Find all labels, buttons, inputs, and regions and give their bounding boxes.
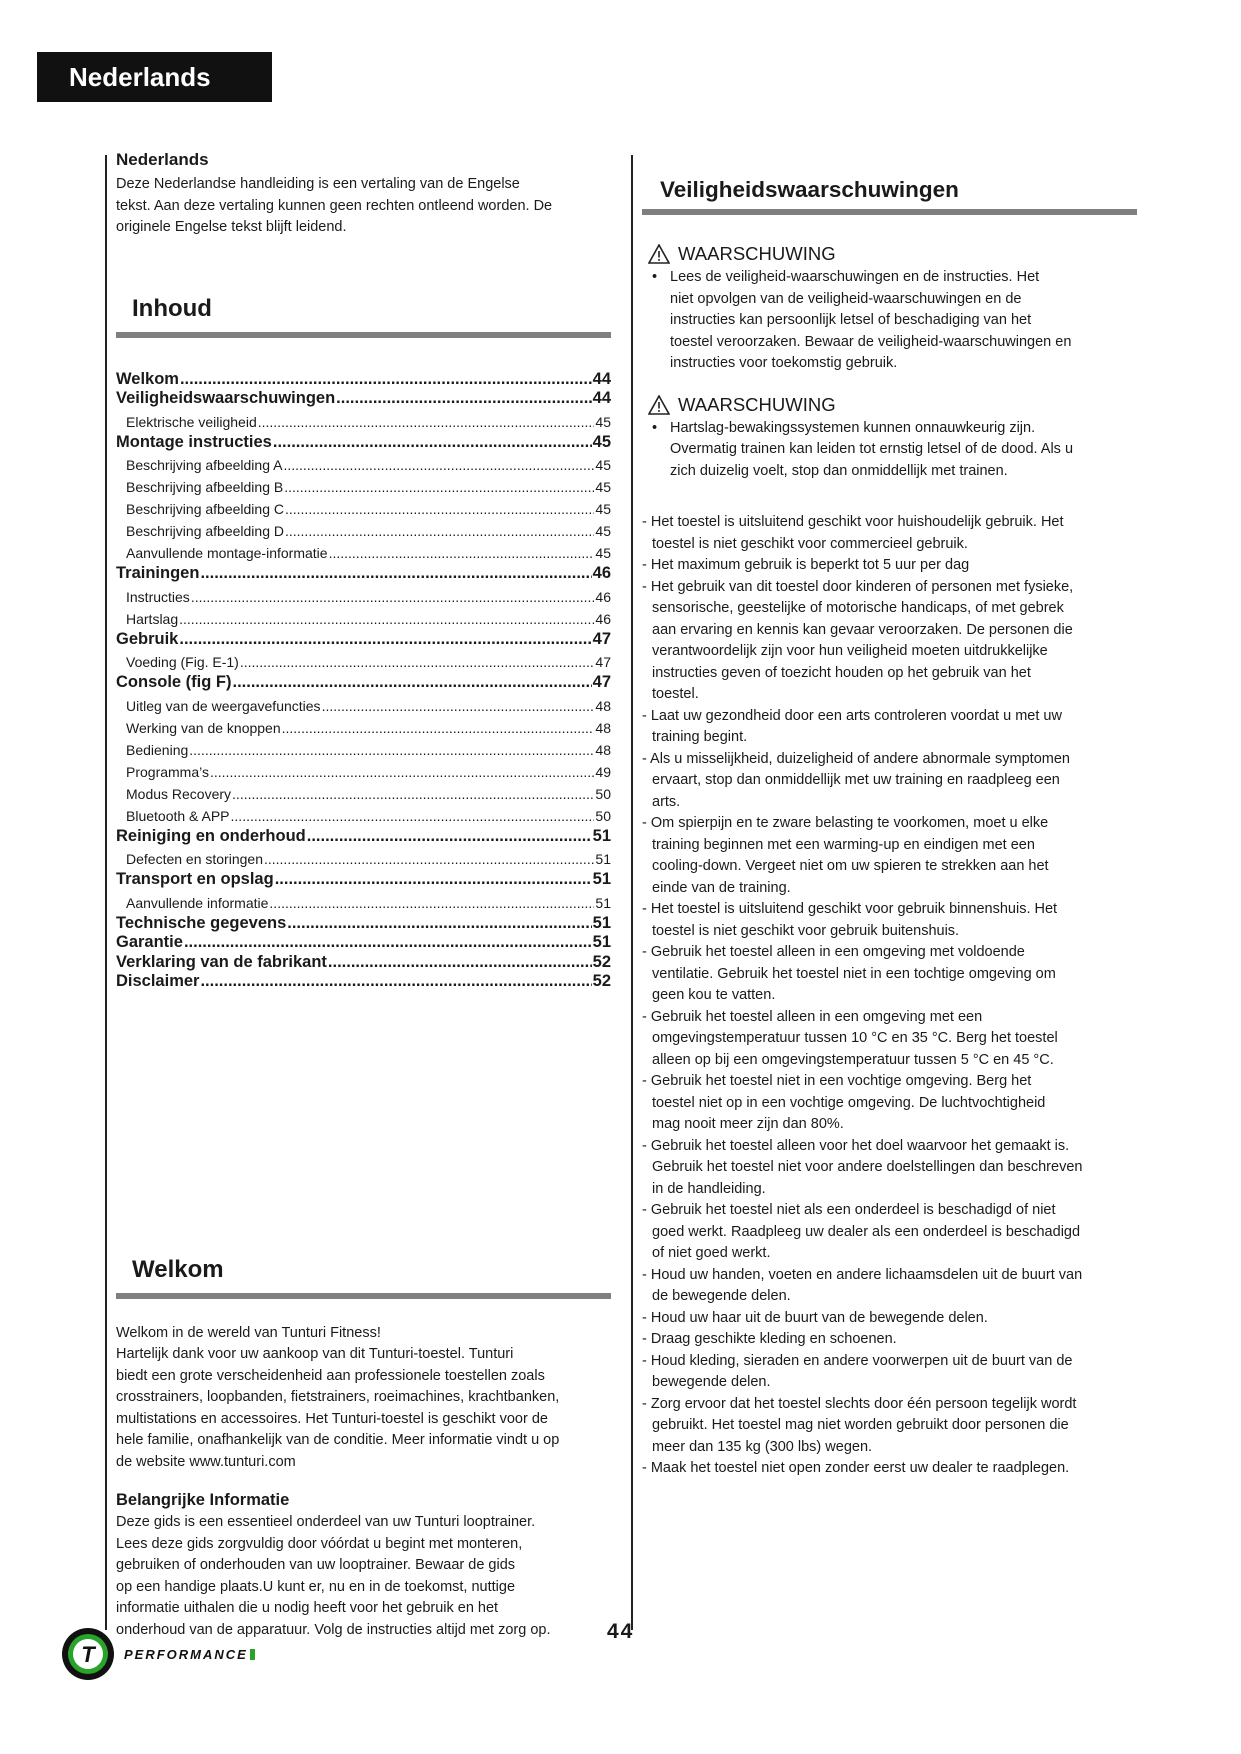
toc-entry — [116, 827, 611, 847]
safety-item-line: - Houd uw handen, voeten en andere lichaamsdelen uit de buurt van — [642, 1266, 1083, 1283]
toc-entry — [116, 673, 611, 693]
safety-title: Veiligheidswaarschuwingen — [660, 177, 959, 202]
toc-leader-dots — [284, 476, 594, 498]
toc-entry-label: Elektrische veiligheid — [126, 413, 257, 430]
toc-title: Inhoud — [132, 294, 212, 322]
toc-entry — [116, 389, 611, 409]
toc-leader-dots — [232, 783, 594, 805]
bullet-dot: • — [652, 269, 658, 285]
warning-block — [642, 392, 1137, 483]
safety-item-line: - Het toestel is uitsluitend geschikt voor huishoudelijk gebruik. Het — [642, 514, 1064, 530]
toc-entry-page: 45 — [595, 457, 611, 473]
safety-item-line: of niet goed werkt. — [652, 1245, 771, 1261]
warning-label: WAARSCHUWING — [678, 393, 836, 415]
toc-entry-page: 52 — [592, 952, 611, 971]
toc-entry — [116, 630, 611, 650]
toc-entry-page: 44 — [592, 389, 611, 407]
safety-item-line: ventilatie. Gebruik het toestel niet in een tochtige omgeving om — [652, 965, 1056, 982]
welcome-title-rule — [116, 1293, 611, 1299]
toc-entry-label: Beschrijving afbeelding A — [126, 457, 283, 473]
toc-entry-page: 51 — [592, 826, 611, 845]
safety-item-line: de bewegende delen. — [652, 1288, 791, 1304]
toc-entry-label: Montage instructies — [116, 432, 272, 451]
logo-letter: T — [81, 1642, 95, 1667]
safety-item — [642, 1200, 1137, 1265]
toc-entry-page: 48 — [595, 741, 611, 758]
toc-entry — [116, 649, 611, 673]
safety-item-line: - Om spierpijn en te zware belasting te voorkomen, moet u elke — [642, 815, 1049, 831]
safety-item — [642, 706, 1137, 749]
bullet-dot: • — [652, 419, 658, 436]
warning-triangle-icon — [648, 395, 670, 415]
safety-item-line: alleen op bij een omgevingstemperatuur tussen 5 °C en 45 °C. — [652, 1051, 1054, 1068]
welcome-line: multistations en accessoires. Het Tunturi-toestel is geschikt voor de — [116, 1410, 548, 1427]
safety-item — [642, 1071, 1137, 1136]
safety-item-line: training beginnen met een warming-up en eindigen met een — [652, 836, 1035, 853]
safety-item — [642, 942, 1137, 1007]
safety-item-line: - Houd kleding, sieraden en andere voorwerpen uit de buurt van de — [642, 1352, 1073, 1369]
safety-item — [642, 1136, 1137, 1201]
toc-entry-label: Beschrijving afbeelding C — [126, 501, 284, 517]
safety-item-line: toestel is niet geschikt voor commercieel gebruik. — [652, 535, 968, 552]
toc-entry-page: 45 — [595, 413, 611, 430]
toc-leader-dots — [328, 953, 592, 973]
safety-item-line: bewegende delen. — [652, 1374, 771, 1390]
safety-item — [642, 555, 1137, 577]
toc-leader-dots — [275, 870, 592, 890]
safety-item-line: mag nooit meer zijn dan 80%. — [652, 1116, 844, 1132]
toc-leader-dots — [179, 608, 594, 630]
toc-entry-label: Garantie — [116, 933, 183, 951]
safety-item-line: - Draag geschikte kleding en schoenen. — [642, 1331, 897, 1347]
safety-item-line: - Gebruik het toestel alleen voor het doel waarvoor het gemaakt is. — [642, 1137, 1070, 1154]
intro-heading: Nederlands — [116, 150, 209, 169]
toc-entry-label: Hartslag — [126, 610, 179, 627]
warning-heading — [642, 241, 1137, 267]
important-info-line: Lees deze gids zorgvuldig door vóórdat u begint met monteren, — [116, 1535, 523, 1552]
toc-entry-page: 50 — [595, 807, 611, 824]
safety-item-line: - Zorg ervoor dat het toestel slechts door één persoon tegelijk wordt — [642, 1395, 1077, 1412]
toc-entry — [116, 584, 611, 608]
toc-leader-dots — [258, 411, 595, 433]
safety-item-line: geen kou te vatten. — [652, 987, 776, 1003]
safety-item-line: sensorische, geestelijke of motorische handicaps, of met gebrek — [652, 600, 1064, 616]
toc-leader-dots — [191, 586, 595, 608]
toc-section — [116, 294, 611, 992]
safety-item-line: aan ervaring en kennis kan gevaar veroorzaken. De personen die — [652, 621, 1073, 638]
toc-entry — [116, 783, 611, 805]
toc-entry-page: 48 — [595, 719, 611, 736]
toc-leader-dots — [282, 717, 595, 739]
intro-line: tekst. Aan deze vertaling kunnen geen rechten ontleend worden. De — [116, 197, 553, 214]
important-info-line: informatie uithalen die u nodig heeft voor het gebruik en het — [116, 1600, 499, 1616]
safety-item-line: in de handleiding. — [652, 1180, 766, 1197]
toc-entry — [116, 805, 611, 827]
toc-entry — [116, 846, 611, 870]
warning-text: zich duizelig voelt, stop dan onmiddellijk met trainen. — [670, 462, 1008, 479]
toc-leader-dots — [184, 933, 592, 953]
intro-section — [116, 150, 611, 239]
toc-entry-page: 51 — [592, 870, 611, 888]
safety-item-line: verantwoordelijk zijn voor hun veiligheid moeten uitdrukkelijke — [652, 643, 1048, 659]
toc-leader-dots — [287, 914, 591, 934]
toc-entry — [116, 452, 611, 476]
important-info-line: op een handige plaats.U kunt er, nu en in de toekomst, nuttige — [116, 1578, 516, 1595]
toc-entry-page: 46 — [592, 564, 611, 582]
toc-leader-dots — [285, 520, 594, 542]
toc-entry — [116, 717, 611, 739]
safety-item-line: arts. — [652, 793, 681, 810]
toc-entry-page: 51 — [592, 933, 611, 951]
toc-entry — [116, 476, 611, 498]
safety-item — [642, 1351, 1137, 1394]
toc-entry-page: 48 — [595, 697, 611, 714]
safety-item-line: - Gebruik het toestel niet in een vochtige omgeving. Berg het — [642, 1073, 1032, 1089]
toc-entry-page: 51 — [595, 894, 611, 911]
safety-item-line: - Gebruik het toestel alleen in een omgeving met voldoende — [642, 944, 1025, 960]
toc-entry-label: Modus Recovery — [126, 785, 232, 802]
safety-item-line: training begint. — [652, 729, 748, 745]
toc-entry-label: Disclaimer — [116, 972, 200, 990]
toc-entry-label: Aanvullende montage-informatie — [126, 545, 328, 561]
safety-item-line: omgevingstemperatuur tussen 10 °C en 35 °C. Berg het toestel — [652, 1030, 1058, 1046]
safety-item — [642, 1458, 1137, 1480]
toc-entry — [116, 409, 611, 433]
safety-item — [642, 1329, 1137, 1351]
toc-entry-page: 47 — [592, 673, 611, 691]
toc-entry-page: 46 — [595, 610, 611, 627]
safety-item-line: - Laat uw gezondheid door een arts controleren voordat u met uw — [642, 707, 1062, 724]
toc-leader-dots — [200, 564, 591, 584]
safety-item-line: - Gebruik het toestel niet als een onderdeel is beschadigd of niet — [642, 1202, 1056, 1218]
toc-entry — [116, 542, 611, 564]
safety-item-line: gebruikt. Het toestel mag niet worden gebruikt door personen die — [652, 1417, 1069, 1433]
toc-entry-page: 47 — [595, 654, 611, 670]
toc-list — [116, 370, 611, 992]
toc-entry — [116, 890, 611, 914]
toc-entry-page: 45 — [595, 523, 611, 539]
toc-entry-page: 50 — [595, 785, 611, 802]
toc-entry-label: Console (fig F) — [116, 673, 232, 691]
toc-entry-label: Bediening — [126, 741, 189, 758]
toc-leader-dots — [285, 498, 594, 520]
toc-entry — [116, 564, 611, 584]
toc-entry-page: 45 — [595, 545, 611, 561]
toc-leader-dots — [264, 848, 594, 870]
safety-item-line: toestel is niet geschikt voor gebruik buitenshuis. — [652, 922, 960, 939]
safety-item-line: instructies geven of toezicht houden op het gebruik van het — [652, 664, 1031, 681]
toc-leader-dots — [273, 433, 592, 453]
toc-entry — [116, 761, 611, 783]
important-info-line: onderhoud van de apparatuur. Volg de instructies altijd met zorg op. — [116, 1621, 551, 1638]
safety-item-line: cooling-down. Vergeet niet om uw spieren te strekken aan het — [652, 858, 1049, 874]
toc-leader-dots — [322, 695, 595, 717]
safety-item-line: ervaart, stop dan onmiddellijk met uw training en raadpleeg een — [652, 772, 1060, 788]
warning-text: niet opvolgen van de veiligheid-waarschuwingen en de — [670, 290, 1022, 307]
toc-entry-page: 45 — [592, 432, 611, 451]
safety-item-line: toestel. — [652, 686, 699, 702]
toc-entry — [116, 693, 611, 717]
toc-entry — [116, 370, 611, 390]
brand-logo — [60, 1626, 255, 1682]
welcome-section — [116, 1255, 611, 1642]
intro-line: Deze Nederlandse handleiding is een vertaling van de Engelse — [116, 176, 520, 192]
warning-text: Overmatig trainen kan leiden tot ernstig letsel of de dood. Als u — [670, 441, 1074, 457]
warning-text: instructies kan persoonlijk letsel of beschadiging van het — [670, 312, 1032, 328]
welcome-line: de website www.tunturi.com — [116, 1453, 296, 1470]
intro-line: originele Engelse tekst blijft leidend. — [116, 219, 347, 235]
important-info-body — [116, 1512, 611, 1641]
safety-item — [642, 1265, 1137, 1308]
toc-entry-label: Beschrijving afbeelding D — [126, 523, 284, 539]
safety-item-line: - Het maximum gebruik is beperkt tot 5 uur per dag — [642, 557, 970, 573]
safety-item-line: - Houd uw haar uit de buurt van de bewegende delen. — [642, 1309, 988, 1326]
safety-item-line: - Maak het toestel niet open zonder eerst uw dealer te raadplegen. — [642, 1460, 1070, 1476]
safety-item-line: - Het toestel is uitsluitend geschikt voor gebruik binnenshuis. Het — [642, 901, 1058, 917]
toc-entry-page: 51 — [595, 851, 611, 867]
toc-leader-dots — [329, 542, 595, 564]
toc-entry — [116, 953, 611, 973]
safety-item — [642, 512, 1137, 555]
warning-text: instructies voor toekomstig gebruik. — [670, 355, 898, 371]
welcome-title: Welkom — [132, 1255, 224, 1283]
toc-entry-page: 52 — [592, 972, 611, 990]
safety-item — [642, 1394, 1137, 1459]
important-info-line: gebruiken of onderhouden van uw looptrainer. Bewaar de gids — [116, 1557, 516, 1573]
toc-leader-dots — [231, 805, 595, 827]
safety-item-line: Gebruik het toestel niet voor andere doelstellingen dan beschreven — [652, 1159, 1083, 1175]
safety-item-line: - Als u misselijkheid, duizeligheid of andere abnormale symptomen — [642, 750, 1070, 767]
safety-item-line: einde van de training. — [652, 879, 791, 896]
toc-entry-label: Trainingen — [116, 564, 200, 582]
welcome-line: biedt een grote verscheidenheid aan professionele toestellen zoals — [116, 1367, 545, 1384]
toc-entry — [116, 933, 611, 953]
column-divider-middle — [631, 155, 633, 1630]
language-tab: Nederlands — [37, 52, 272, 102]
toc-entry-label: Welkom — [116, 369, 179, 388]
safety-item — [642, 1308, 1137, 1330]
toc-leader-dots — [269, 892, 594, 914]
toc-entry-page: 45 — [595, 501, 611, 517]
toc-entry-label: Defecten en storingen — [126, 851, 263, 867]
toc-entry-label: Verklaring van de fabrikant — [116, 952, 327, 971]
welcome-line: Hartelijk dank voor uw aankoop van dit Tunturi-toestel. Tunturi — [116, 1346, 514, 1362]
safety-item-line: meer dan 135 kg (300 lbs) wegen. — [652, 1438, 873, 1455]
toc-entry-label: Voeding (Fig. E-1) — [126, 654, 239, 670]
toc-entry-label: Programma’s — [126, 763, 209, 780]
toc-entry-label: Technische gegevens — [116, 913, 287, 932]
safety-item — [642, 899, 1137, 942]
warning-text: • Lees de veiligheid-waarschuwingen en de instructies. Het — [642, 267, 1137, 289]
safety-item — [642, 749, 1137, 814]
toc-entry — [116, 870, 611, 890]
page-number: 44 — [607, 1620, 635, 1643]
toc-leader-dots — [200, 972, 591, 992]
toc-entry-label: Aanvullende informatie — [126, 894, 269, 911]
safety-item — [642, 577, 1137, 706]
warning-block — [642, 241, 1137, 375]
toc-entry-page: 46 — [595, 588, 611, 605]
warning-heading — [642, 392, 1137, 418]
toc-title-rule — [116, 332, 611, 338]
warning-text: • Hartslag-bewakingssystemen kunnen onnauwkeurig zijn. — [642, 418, 1137, 440]
safety-item-line: toestel niet op in een vochtige omgeving. De luchtvochtigheid — [652, 1094, 1046, 1111]
welcome-line: hele familie, onafhankelijk van de conditie. Meer informatie vindt u op — [116, 1432, 560, 1448]
toc-entry-label: Transport en opslag — [116, 870, 274, 888]
toc-entry — [116, 433, 611, 453]
toc-entry-label: Uitleg van de weergavefuncties — [126, 697, 321, 714]
toc-entry-page: 44 — [592, 369, 611, 388]
toc-entry-page: 45 — [595, 479, 611, 495]
safety-list — [642, 512, 1137, 1480]
toc-entry-label: Instructies — [126, 588, 190, 605]
toc-entry-page: 51 — [592, 913, 611, 932]
left-column — [116, 150, 611, 1641]
welcome-line: Welkom in de wereld van Tunturi Fitness! — [116, 1324, 381, 1341]
toc-entry-page: 49 — [595, 763, 611, 780]
important-info-line: Deze gids is een essentieel onderdeel van uw Tunturi looptrainer. — [116, 1514, 536, 1530]
toc-entry-label: Reiniging en onderhoud — [116, 826, 306, 845]
toc-entry — [116, 972, 611, 992]
toc-leader-dots — [179, 630, 591, 650]
toc-entry-label: Veiligheidswaarschuwingen — [116, 389, 336, 407]
right-column — [642, 150, 1137, 1480]
toc-entry-label: Bluetooth & APP — [126, 807, 230, 824]
toc-leader-dots — [189, 739, 594, 761]
logo-accent-bar — [250, 1649, 255, 1660]
safety-item — [642, 813, 1137, 899]
toc-entry — [116, 739, 611, 761]
toc-entry — [116, 914, 611, 934]
toc-leader-dots — [180, 370, 592, 390]
toc-leader-dots — [307, 827, 592, 847]
toc-leader-dots — [210, 761, 594, 783]
warning-label: WAARSCHUWING — [678, 243, 836, 264]
toc-leader-dots — [336, 389, 591, 409]
toc-entry — [116, 608, 611, 630]
safety-title-rule — [642, 209, 1137, 215]
toc-entry-label: Werking van de knoppen — [126, 719, 281, 736]
safety-section — [642, 175, 1137, 1480]
safety-item — [642, 1007, 1137, 1072]
welcome-body — [116, 1323, 611, 1474]
toc-entry-page: 47 — [592, 629, 611, 648]
column-divider-left — [105, 155, 107, 1630]
safety-item-line: goed werkt. Raadpleeg uw dealer als een onderdeel is beschadigd — [652, 1223, 1081, 1240]
welcome-line: crosstrainers, loopbanden, fietstrainers, roeimachines, krachtbanken, — [116, 1389, 560, 1405]
logo-text: PERFORMANCE — [124, 1646, 248, 1662]
important-info-heading: Belangrijke Informatie — [116, 1491, 290, 1509]
safety-item-line: - Het gebruik van dit toestel door kinderen of personen met fysieke, — [642, 578, 1074, 595]
toc-entry — [116, 498, 611, 520]
toc-entry-label: Beschrijving afbeelding B — [126, 479, 284, 495]
warning-triangle-icon — [648, 244, 670, 264]
toc-leader-dots — [283, 454, 594, 476]
toc-entry — [116, 520, 611, 542]
tunturi-logo-icon — [60, 1626, 116, 1682]
toc-leader-dots — [232, 673, 591, 693]
toc-leader-dots — [240, 651, 595, 673]
toc-entry-label: Gebruik — [116, 629, 179, 648]
warning-text: toestel veroorzaken. Bewaar de veiligheid-waarschuwingen en — [670, 333, 1072, 350]
safety-item-line: - Gebruik het toestel alleen in een omgeving met een — [642, 1008, 983, 1025]
